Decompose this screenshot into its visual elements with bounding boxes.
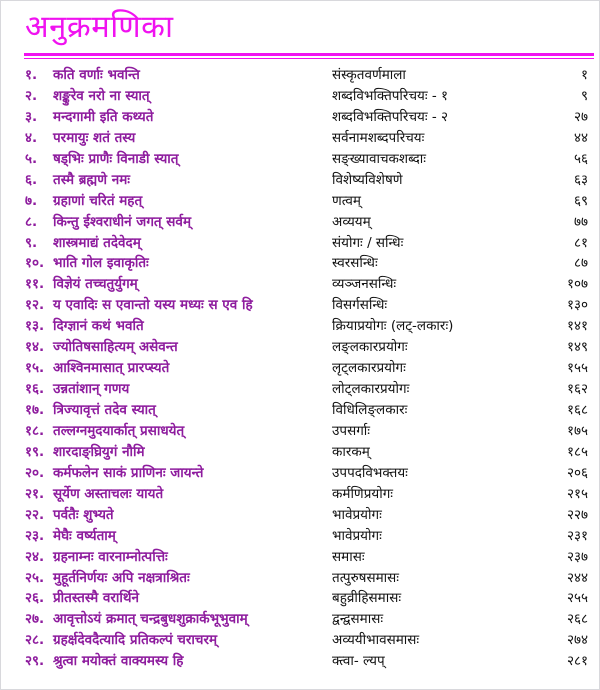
toc-entry-number: ११. [25, 276, 45, 293]
toc-entry-title: कर्मफलेन साकं प्राणिनः जायन्ते [53, 464, 204, 481]
toc-chapter-name: तत्पुरुषसमासः [332, 569, 400, 586]
toc-entry-number: १९. [25, 443, 45, 460]
toc-row[interactable] [1, 316, 600, 337]
toc-row[interactable] [1, 547, 600, 568]
toc-entry-title: पर्वतैः शुभ्यते [53, 506, 114, 523]
toc-entry-number: ६. [25, 171, 38, 188]
toc-row[interactable] [1, 337, 600, 358]
toc-entry-number: २१. [25, 485, 45, 502]
toc-chapter-name: विसर्गसन्धिः [332, 297, 388, 314]
toc-entry-number: ३. [25, 108, 38, 125]
toc-page-number: ४४ [573, 129, 588, 146]
title-rule-thick [24, 53, 594, 56]
toc-page-number: २८१ [566, 653, 588, 670]
toc-entry-number: ८. [25, 213, 38, 230]
toc-page-number: ९ [580, 87, 588, 104]
toc-row[interactable] [1, 233, 600, 254]
toc-entry-title: य एवादिः स एवान्तो यस्य मध्यः स एव हि [53, 297, 253, 314]
toc-entry-number: २५. [25, 569, 45, 586]
toc-chapter-name: स्वरसन्धिः [332, 255, 378, 272]
toc-entry-title: उन्नतांशान् गणय [53, 381, 130, 398]
toc-entry-title: त्रिज्यावृत्तं तदेव स्यात् [53, 402, 156, 418]
toc-chapter-name: बहुव्रीहिसमासः [332, 590, 402, 607]
toc-chapter-name: शब्दविभक्तिपरिचयः - २ [332, 108, 449, 125]
toc-chapter-name: कारकम् [332, 443, 370, 460]
toc-row[interactable] [1, 86, 600, 107]
toc-page-number: ८१ [573, 234, 588, 251]
toc-page-number: १३० [566, 297, 588, 314]
toc-entry-title: तल्लग्नमुदयार्कात् प्रसाधयेत् [53, 422, 185, 439]
toc-entry-number: १६. [25, 381, 45, 398]
toc-page-number: २५५ [566, 590, 588, 607]
toc-entry-title: सूर्येण अस्ताचलः यायते [53, 485, 164, 502]
toc-row[interactable] [1, 212, 600, 233]
toc-page-number: २१५ [566, 485, 588, 502]
toc-entry-title: शारदाङ्घ्रियुगं नौमि [53, 443, 145, 460]
toc-page-number: १०७ [566, 276, 588, 293]
toc-entry-title: दिग्ज्ञानं कथं भवति [53, 318, 144, 335]
toc-entry-number: १०. [25, 255, 45, 272]
toc-chapter-name: भावेप्रयोगः [332, 527, 382, 544]
toc-entry-number: १. [25, 67, 38, 83]
toc-entry-title: विज्ञेयं तच्चतुर्युगम् [53, 276, 138, 293]
toc-entry-number: २०. [25, 464, 45, 481]
toc-page-number: २४४ [566, 569, 588, 586]
toc-page-number: २३७ [566, 548, 588, 565]
toc-entry-number: १४. [25, 339, 45, 356]
toc-entry-title: आश्विनमासात् प्रारप्स्यते [53, 360, 170, 377]
toc-page-number: ७७ [573, 213, 588, 230]
toc-chapter-name: समासः [332, 548, 365, 565]
toc-chapter-name: संयोगः / सन्धिः [332, 234, 404, 251]
toc-chapter-name: लोट्लकारप्रयोगः [332, 381, 410, 398]
toc-entry-number: १२. [25, 297, 45, 314]
toc-chapter-name: अव्ययीभावसमासः [332, 632, 420, 649]
toc-row[interactable] [1, 274, 600, 295]
toc-entry-title: मुहूर्तनिर्णयः अपि नक्षत्राश्रितः [53, 569, 190, 586]
toc-page-number: १४९ [566, 339, 588, 356]
toc-row[interactable] [1, 463, 600, 484]
toc-row[interactable] [1, 128, 600, 149]
toc-entry-title: कति वर्णाः भवन्ति [53, 67, 140, 83]
toc-entry-title: किन्तु ईश्वराधीनं जगत् सर्वम् [53, 213, 192, 230]
toc-chapter-name: कर्मणिप्रयोगः [332, 485, 394, 502]
toc-row[interactable] [1, 65, 600, 86]
toc-page-number: १८५ [566, 443, 588, 460]
page-title: अनुक्रमणिका [25, 9, 174, 45]
toc-row[interactable] [1, 253, 600, 274]
toc-chapter-name: क्त्वा- ल्यप् [332, 653, 385, 670]
toc-row[interactable] [1, 568, 600, 589]
toc-entry-title: भाति गोल इवाकृतिः [53, 255, 149, 272]
toc-entry-number: ५. [25, 150, 38, 167]
toc-entry-number: ७. [25, 192, 38, 209]
toc-entry-number: ९. [25, 234, 38, 251]
toc-entry-number: १७. [25, 402, 45, 418]
toc-entry-title: ज्योतिषसाहित्यम् असेवन्त [53, 339, 178, 356]
toc-chapter-name: क्रियाप्रयोगः (लट्-लकारः) [332, 318, 454, 335]
toc-chapter-name: अव्ययम् [332, 213, 371, 230]
toc-chapter-name: भावेप्रयोगः [332, 506, 382, 523]
table-of-contents [1, 65, 600, 672]
toc-entry-number: २८. [25, 632, 45, 649]
toc-row[interactable] [1, 484, 600, 505]
toc-entry-number: १५. [25, 360, 45, 377]
toc-chapter-name: विधिलिङ्लकारः [332, 402, 408, 418]
toc-page-number: ५६ [573, 150, 588, 167]
toc-row[interactable] [1, 505, 600, 526]
toc-entry-title: ग्रहाणां चरितं महत् [53, 192, 143, 209]
toc-chapter-name: विशेष्यविशेषणे [332, 171, 403, 188]
toc-chapter-name: द्वन्द्वसमासः [332, 611, 384, 628]
toc-entry-number: २४. [25, 548, 45, 565]
toc-row[interactable] [1, 149, 600, 170]
toc-page-number: २२७ [566, 506, 588, 523]
toc-chapter-name: सर्वनामशब्दपरिचयः [332, 129, 425, 146]
toc-entry-title: षड्भिः प्राणैः विनाडी स्यात् [53, 150, 179, 167]
toc-row[interactable] [1, 400, 600, 421]
toc-row[interactable] [1, 379, 600, 400]
toc-row[interactable] [1, 651, 600, 672]
toc-entry-title: मेघैः वर्ष्यताम् [53, 527, 116, 544]
toc-entry-number: २२. [25, 506, 45, 523]
toc-entry-number: २७. [25, 611, 45, 628]
toc-page-number: १ [580, 67, 588, 83]
toc-row[interactable] [1, 630, 600, 651]
toc-chapter-name: सङ्ख्यावाचकशब्दाः [332, 150, 426, 167]
toc-page-number: १५५ [566, 360, 588, 377]
toc-row[interactable] [1, 170, 600, 191]
title-rule-thin [24, 58, 594, 59]
toc-entry-number: २९. [25, 653, 45, 670]
toc-entry-number: २६. [25, 590, 45, 607]
toc-entry-number: २. [25, 87, 38, 104]
toc-entry-title: श्रुत्वा मयोक्तं वाक्यमस्य हि [53, 653, 184, 670]
toc-entry-title: आवृत्तोऽयं क्रमात् चन्द्रबुधशुक्रार्कभूभुवाम् [53, 611, 248, 628]
toc-entry-number: १३. [25, 318, 45, 335]
toc-row[interactable] [1, 191, 600, 212]
toc-page-number: १६८ [566, 402, 588, 418]
toc-page-number: ६९ [573, 192, 588, 209]
toc-page-number: ६३ [573, 171, 588, 188]
toc-row[interactable] [1, 295, 600, 316]
toc-chapter-name: उपपदविभक्तयः [332, 464, 408, 481]
toc-entry-number: ४. [25, 129, 38, 146]
toc-chapter-name: लङ्लकारप्रयोगः [332, 339, 408, 356]
toc-page-number: १४१ [566, 318, 588, 335]
toc-row[interactable] [1, 421, 600, 442]
toc-page-number: २७४ [566, 632, 588, 649]
toc-chapter-name: उपसर्गाः [332, 422, 371, 439]
toc-page-number: २३१ [566, 527, 588, 544]
toc-chapter-name: लृट्लकारप्रयोगः [332, 360, 406, 377]
toc-page-number: ८७ [573, 255, 588, 272]
toc-entry-title: मन्दगामी इति कथ्यते [53, 108, 154, 125]
toc-entry-number: १८. [25, 422, 45, 439]
toc-row[interactable] [1, 442, 600, 463]
toc-entry-title: परमायुः शतं तस्य [53, 129, 136, 146]
toc-entry-number: २३. [25, 527, 45, 544]
toc-row[interactable] [1, 358, 600, 379]
toc-row[interactable] [1, 526, 600, 547]
toc-entry-title: तस्मै ब्रह्मणे नमः [53, 171, 130, 188]
toc-page-number: २०६ [566, 464, 588, 481]
toc-chapter-name: संस्कृतवर्णमाला [332, 67, 406, 83]
toc-entry-title: प्रीतस्तस्मै वरार्थिने [53, 590, 139, 607]
toc-page-number: १७५ [566, 422, 588, 439]
toc-page-number: २७ [573, 108, 588, 125]
toc-row[interactable] [1, 107, 600, 128]
toc-entry-title: ग्रहनाम्नः वारनाम्नोत्पत्तिः [53, 548, 168, 565]
toc-entry-title: शङ्कुरेव नरो ना स्यात् [53, 87, 150, 104]
toc-page-number: १६२ [566, 381, 588, 398]
toc-entry-title: शास्त्रमाद्यं तदेवेदम् [53, 234, 141, 251]
toc-chapter-name: व्यञ्जनसन्धिः [332, 276, 397, 293]
toc-entry-title: ग्रहर्क्षदेवदैत्यादि प्रतिकल्पं चराचरम् [53, 632, 218, 649]
toc-page-number: २६८ [566, 611, 588, 628]
toc-chapter-name: णत्वम् [332, 192, 361, 209]
toc-chapter-name: शब्दविभक्तिपरिचयः - १ [332, 87, 449, 104]
toc-row[interactable] [1, 609, 600, 630]
toc-row[interactable] [1, 588, 600, 609]
